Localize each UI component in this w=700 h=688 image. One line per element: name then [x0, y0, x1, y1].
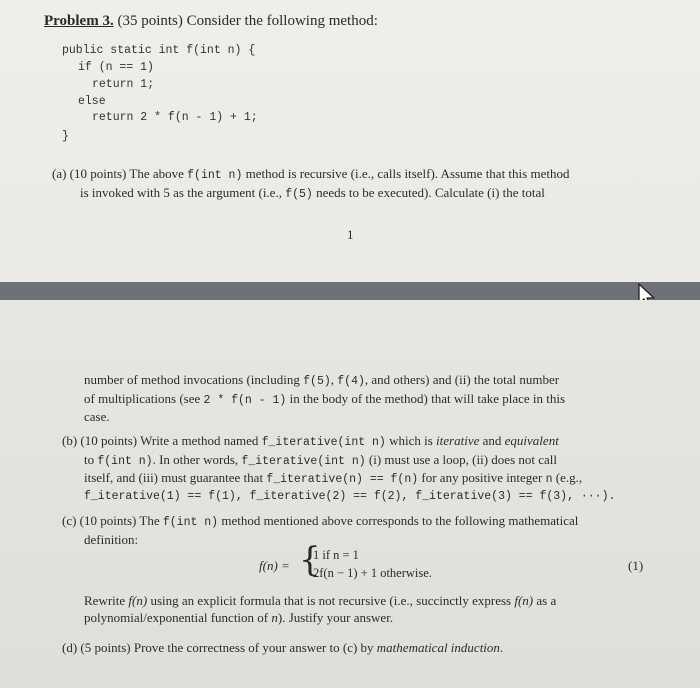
part-a-cont-1b: , [330, 372, 338, 387]
part-c-code1: f(int n) [162, 516, 219, 529]
part-d-italic: mathematical induction [376, 640, 500, 655]
code-line-1: public static int f(int n) { [62, 44, 256, 57]
code-line-2: if (n == 1) [78, 61, 154, 74]
part-b-l3a: itself, and (iii) must guarantee that [84, 470, 267, 485]
part-a-code: f(int n) [187, 169, 243, 182]
equation-number: (1) [628, 558, 644, 573]
part-c-l3b: using an explicit formula that is not recursive (i.e., succinctly express [147, 593, 515, 608]
part-c-l3f: f(n) [128, 593, 148, 608]
part-a-continued [84, 372, 654, 426]
part-a-cont-code3: 2 * f(n - 1) [203, 393, 287, 407]
formula-lhs: f(n) = [259, 558, 290, 573]
part-a-cont-3: case. [84, 409, 110, 424]
part-b-code5: n [545, 473, 553, 486]
part-c-l4a: polynomial/exponential function of [84, 609, 272, 625]
part-d-prefix: (d) (5 points) Prove the correctness of your answer to (c) by [62, 640, 377, 655]
part-d-suffix: . [499, 640, 504, 655]
part-b-l4: f_iterative(1) == f(1), f_iterative(2) == f(2), f_iterative(3) == f(3), ···). [84, 489, 616, 503]
page-top [0, 0, 700, 282]
code-line-6: } [62, 130, 69, 143]
code-line-4: else [78, 95, 106, 108]
part-b-code2: f(int n) [97, 454, 153, 468]
part-b-italic2: equivalent [504, 433, 559, 448]
problem-title: Problem 3. [44, 13, 114, 29]
part-b-l2a: to [84, 451, 98, 467]
part-b-l3c: (e.g., [552, 470, 583, 485]
part-c-rewrite [84, 593, 659, 626]
part-b-text2: and [479, 433, 505, 448]
page-number: 1 [347, 227, 354, 242]
part-b-l3b: for any positive integer [418, 470, 546, 485]
part-a-cont-2b: in the body of the method) that will take place in this [286, 390, 566, 406]
part-a-cont-code1: f(5) [303, 375, 331, 388]
part-a-text1: method is recursive (i.e., calls itself). Assume that this method [242, 166, 570, 181]
part-b-code1: f_iterative(int n) [261, 436, 386, 449]
part-b-prefix: (b) (10 points) Write a method named [62, 433, 262, 448]
part-a-cont-1a: number of method invocations (including [84, 372, 304, 387]
part-b-l2b: . In other words, [152, 451, 242, 467]
formula-case-2: 2f(n − 1) + 1 otherwise. [313, 566, 432, 580]
problem-points: (35 points) Consider the following method: [117, 13, 378, 29]
part-a-cont-code2: f(4) [337, 375, 365, 388]
part-a-cont-2a: of multiplications (see [84, 390, 204, 406]
part-a-line2-b: needs to be executed). Calculate (i) the total [312, 184, 545, 200]
part-a-text [52, 166, 662, 203]
part-b-italic1: iterative [436, 433, 480, 448]
part-c-l2: definition: [84, 531, 139, 547]
formula-case-1: 1 if n = 1 [313, 548, 359, 562]
part-a-prefix: (a) (10 points) The above [52, 166, 188, 181]
page-bottom [0, 300, 700, 688]
part-c-l3f2: f(n) [514, 593, 534, 608]
part-c-l4b: ). Justify your answer. [277, 609, 394, 625]
part-c-text [62, 513, 662, 548]
part-c-prefix: (c) (10 points) The [62, 513, 163, 528]
part-c-l3c: as a [533, 593, 557, 608]
part-c-l3a: Rewrite [84, 593, 129, 608]
part-b-code4: f_iterative(n) == f(n) [266, 473, 419, 486]
part-b-text1: which is [385, 433, 437, 448]
page-divider [0, 282, 700, 300]
code-line-5: return 2 * f(n - 1) + 1; [92, 111, 258, 124]
part-a-cont-1c: , and others) and (ii) the total number [364, 372, 560, 387]
problem-heading [44, 13, 378, 30]
part-c-text1: method mentioned above corresponds to the following mathematical [218, 513, 579, 528]
formula-brace: { [299, 540, 321, 580]
part-a-code2: f(5) [285, 187, 313, 201]
part-d-text [62, 640, 662, 657]
part-b-text [62, 433, 662, 505]
code-line-3: return 1; [92, 78, 155, 91]
part-c-l4n: n [271, 609, 278, 625]
part-a-line2-a: is invoked with 5 as the argument (i.e., [80, 184, 286, 200]
part-b-l2c: (i) must use a loop, (ii) does not call [365, 451, 558, 467]
part-b-code3: f_iterative(int n) [241, 454, 366, 468]
